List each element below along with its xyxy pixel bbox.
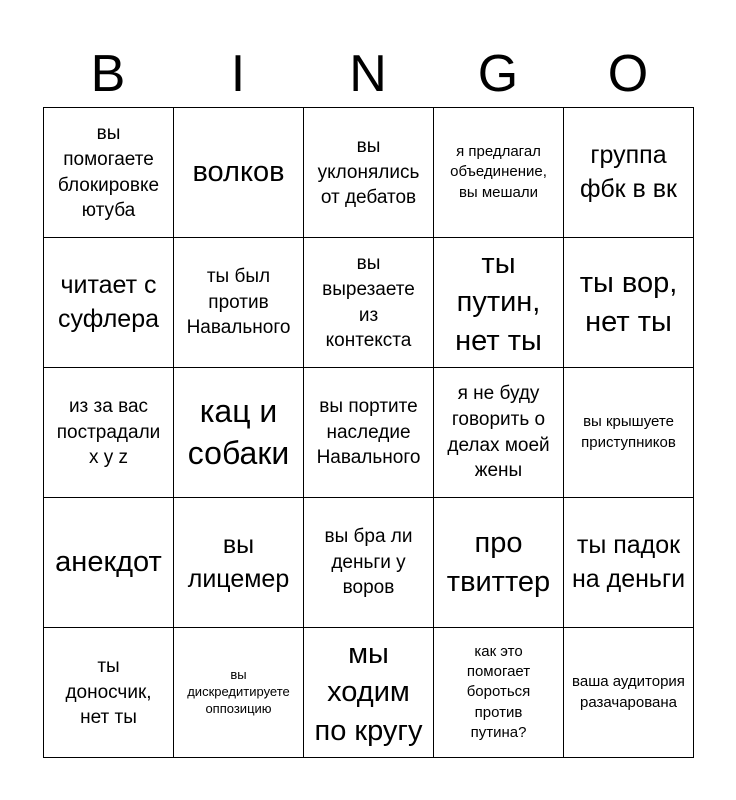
bingo-header bbox=[43, 40, 693, 108]
bingo-cell[interactable] bbox=[174, 628, 304, 758]
bingo-cell[interactable] bbox=[564, 628, 694, 758]
bingo-cell[interactable] bbox=[434, 238, 564, 368]
cell-text: ты вор, нет ты bbox=[579, 266, 678, 338]
cell-text: ты был против Навального bbox=[186, 266, 291, 339]
bingo-cell[interactable] bbox=[174, 238, 304, 368]
cell-text: ты доносчик, нет ты bbox=[65, 656, 152, 729]
cell-text: ты путин, нет ты bbox=[455, 247, 542, 357]
cell-text: группа фбк в вк bbox=[580, 140, 677, 203]
bingo-cell[interactable] bbox=[44, 368, 174, 498]
cell-text: читает с суфлера bbox=[57, 270, 160, 333]
bingo-cell[interactable] bbox=[44, 628, 174, 758]
bingo-cell[interactable] bbox=[564, 238, 694, 368]
bingo-cell[interactable] bbox=[434, 628, 564, 758]
bingo-cell[interactable] bbox=[304, 368, 434, 498]
bingo-cell[interactable] bbox=[434, 368, 564, 498]
cell-text: вы уклонялись от дебатов bbox=[317, 136, 420, 209]
header-letter-o: O bbox=[607, 45, 649, 103]
cell-text: вы бра ли деньги у воров bbox=[324, 526, 413, 599]
cell-text: мы ходим по кругу bbox=[314, 637, 423, 747]
bingo-cell[interactable] bbox=[44, 498, 174, 628]
cell-text: вы помогаете блокировке ютуба bbox=[57, 123, 160, 222]
cell-text: волков bbox=[192, 156, 285, 189]
cell-text: из за вас пострадали x y z bbox=[56, 396, 161, 469]
cell-text: как это помогает бороться против путина? bbox=[466, 642, 531, 741]
cell-text: ты падок на деньги bbox=[571, 530, 686, 593]
bingo-cell[interactable] bbox=[564, 368, 694, 498]
bingo-cell[interactable] bbox=[174, 108, 304, 238]
bingo-cell[interactable] bbox=[174, 368, 304, 498]
cell-text: вы дискредитируете оппозицию bbox=[187, 667, 290, 716]
header-letter-g: G bbox=[477, 45, 519, 103]
bingo-cell[interactable] bbox=[434, 108, 564, 238]
bingo-cell[interactable] bbox=[564, 108, 694, 238]
bingo-cell[interactable] bbox=[304, 498, 434, 628]
cell-text: вы портите наследие Навального bbox=[316, 396, 421, 469]
cell-text: я предлагал объединение, вы мешали bbox=[450, 143, 547, 201]
cell-text: вы вырезаете из контекста bbox=[322, 253, 415, 352]
cell-text: ваша аудитория разачарована bbox=[572, 673, 685, 711]
bingo-cell[interactable] bbox=[304, 628, 434, 758]
cell-text: про твиттер bbox=[446, 526, 551, 598]
cell-text: вы лицемер bbox=[187, 530, 290, 593]
header-letter-b: B bbox=[90, 45, 126, 103]
cell-text: я не буду говорить о делах моей жены bbox=[447, 383, 550, 482]
bingo-cell[interactable] bbox=[434, 498, 564, 628]
bingo-cell[interactable] bbox=[304, 238, 434, 368]
cell-text: кац и собаки bbox=[187, 392, 290, 471]
bingo-cell[interactable] bbox=[44, 238, 174, 368]
bingo-cell[interactable] bbox=[304, 108, 434, 238]
bingo-cell[interactable] bbox=[174, 498, 304, 628]
bingo-cell[interactable] bbox=[44, 108, 174, 238]
cell-text: вы крышуете приступников bbox=[581, 413, 676, 451]
header-letter-i: I bbox=[230, 45, 246, 103]
bingo-board bbox=[43, 107, 694, 758]
cell-text: анекдот bbox=[55, 546, 162, 579]
header-letter-n: N bbox=[349, 45, 387, 103]
bingo-cell[interactable] bbox=[564, 498, 694, 628]
